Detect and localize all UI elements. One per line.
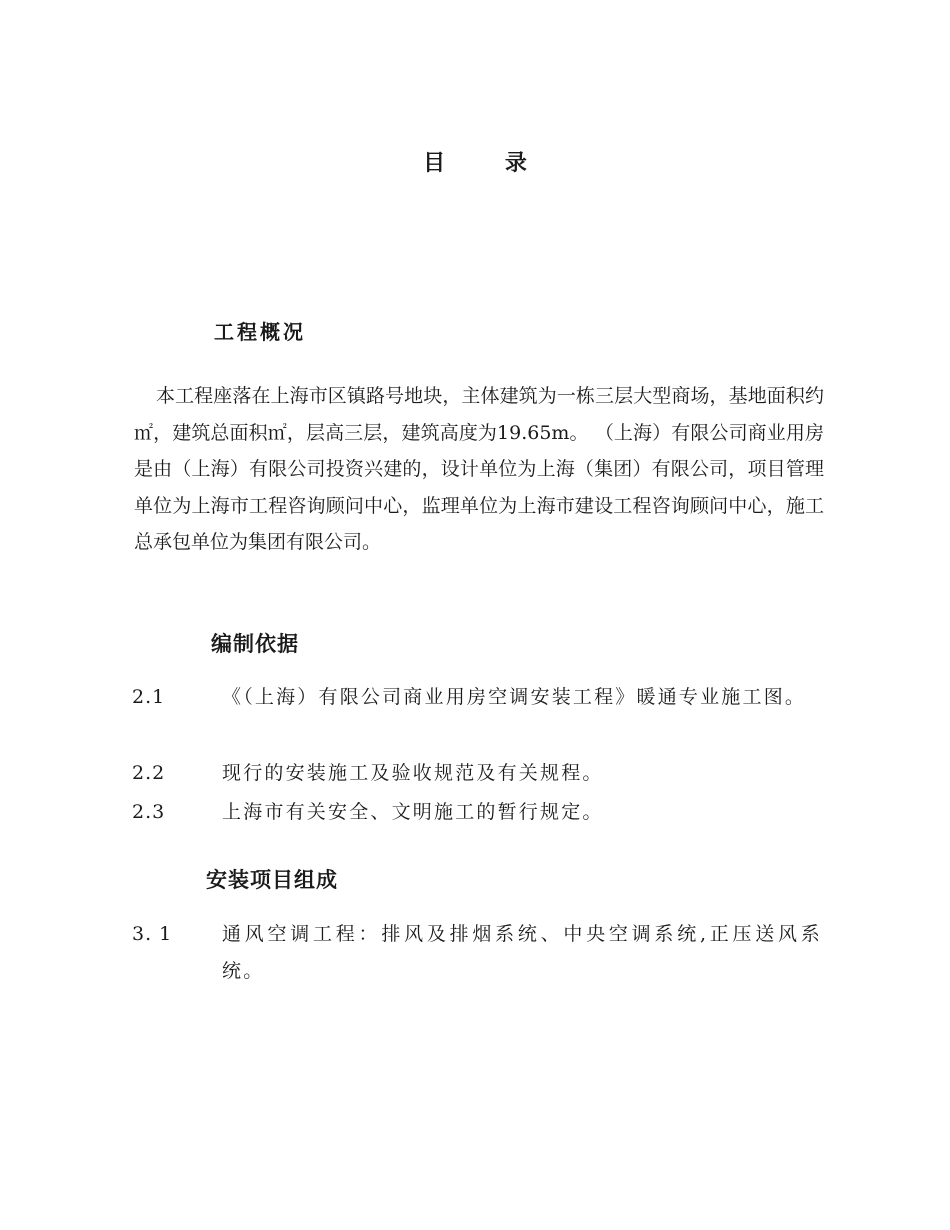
list-item-number: 2.3 (132, 801, 166, 823)
list-item-text: 《（上海）有限公司商业用房空调安装工程》暖通专业施工图。 (222, 686, 807, 708)
list-item (132, 916, 822, 990)
list-item-text: 上海市有关安全、文明施工的暂行规定。 (222, 801, 604, 823)
document-title: 目 录 (423, 151, 553, 176)
list-item-text: 现行的安装施工及验收规范及有关规程。 (222, 762, 604, 784)
section-heading-basis: 编制依据 (211, 632, 299, 656)
list-item (132, 755, 822, 792)
section-heading-installation-items: 安装项目组成 (206, 868, 338, 892)
project-overview-paragraph: 本工程座落在上海市区镇路号地块，主体建筑为一栋三层大型商场，基地面积约㎡，建筑总面积㎡，层高三层，建筑高度为19.65m。 （上海）有限公司商业用房是由（上海）有限公司投资兴建的，设计单位为上海（集团）有限公司，项目管理单位为上海市工程咨询顾问中心，监理单位为上海市建设工程咨询顾问中心，施工总承包单位为集团有限公司。 (134, 385, 824, 553)
list-item (132, 679, 822, 716)
list-item-number: 3. 1 (132, 923, 173, 945)
list-item-number: 2.1 (132, 686, 166, 708)
section-heading-project-overview: 工程概况 (214, 320, 306, 344)
list-item-text: 通风空调工程：排风及排烟系统、中央空调系统,正压送风系统。 (222, 923, 822, 982)
list-item-number: 2.2 (132, 762, 166, 784)
list-item (132, 794, 822, 831)
